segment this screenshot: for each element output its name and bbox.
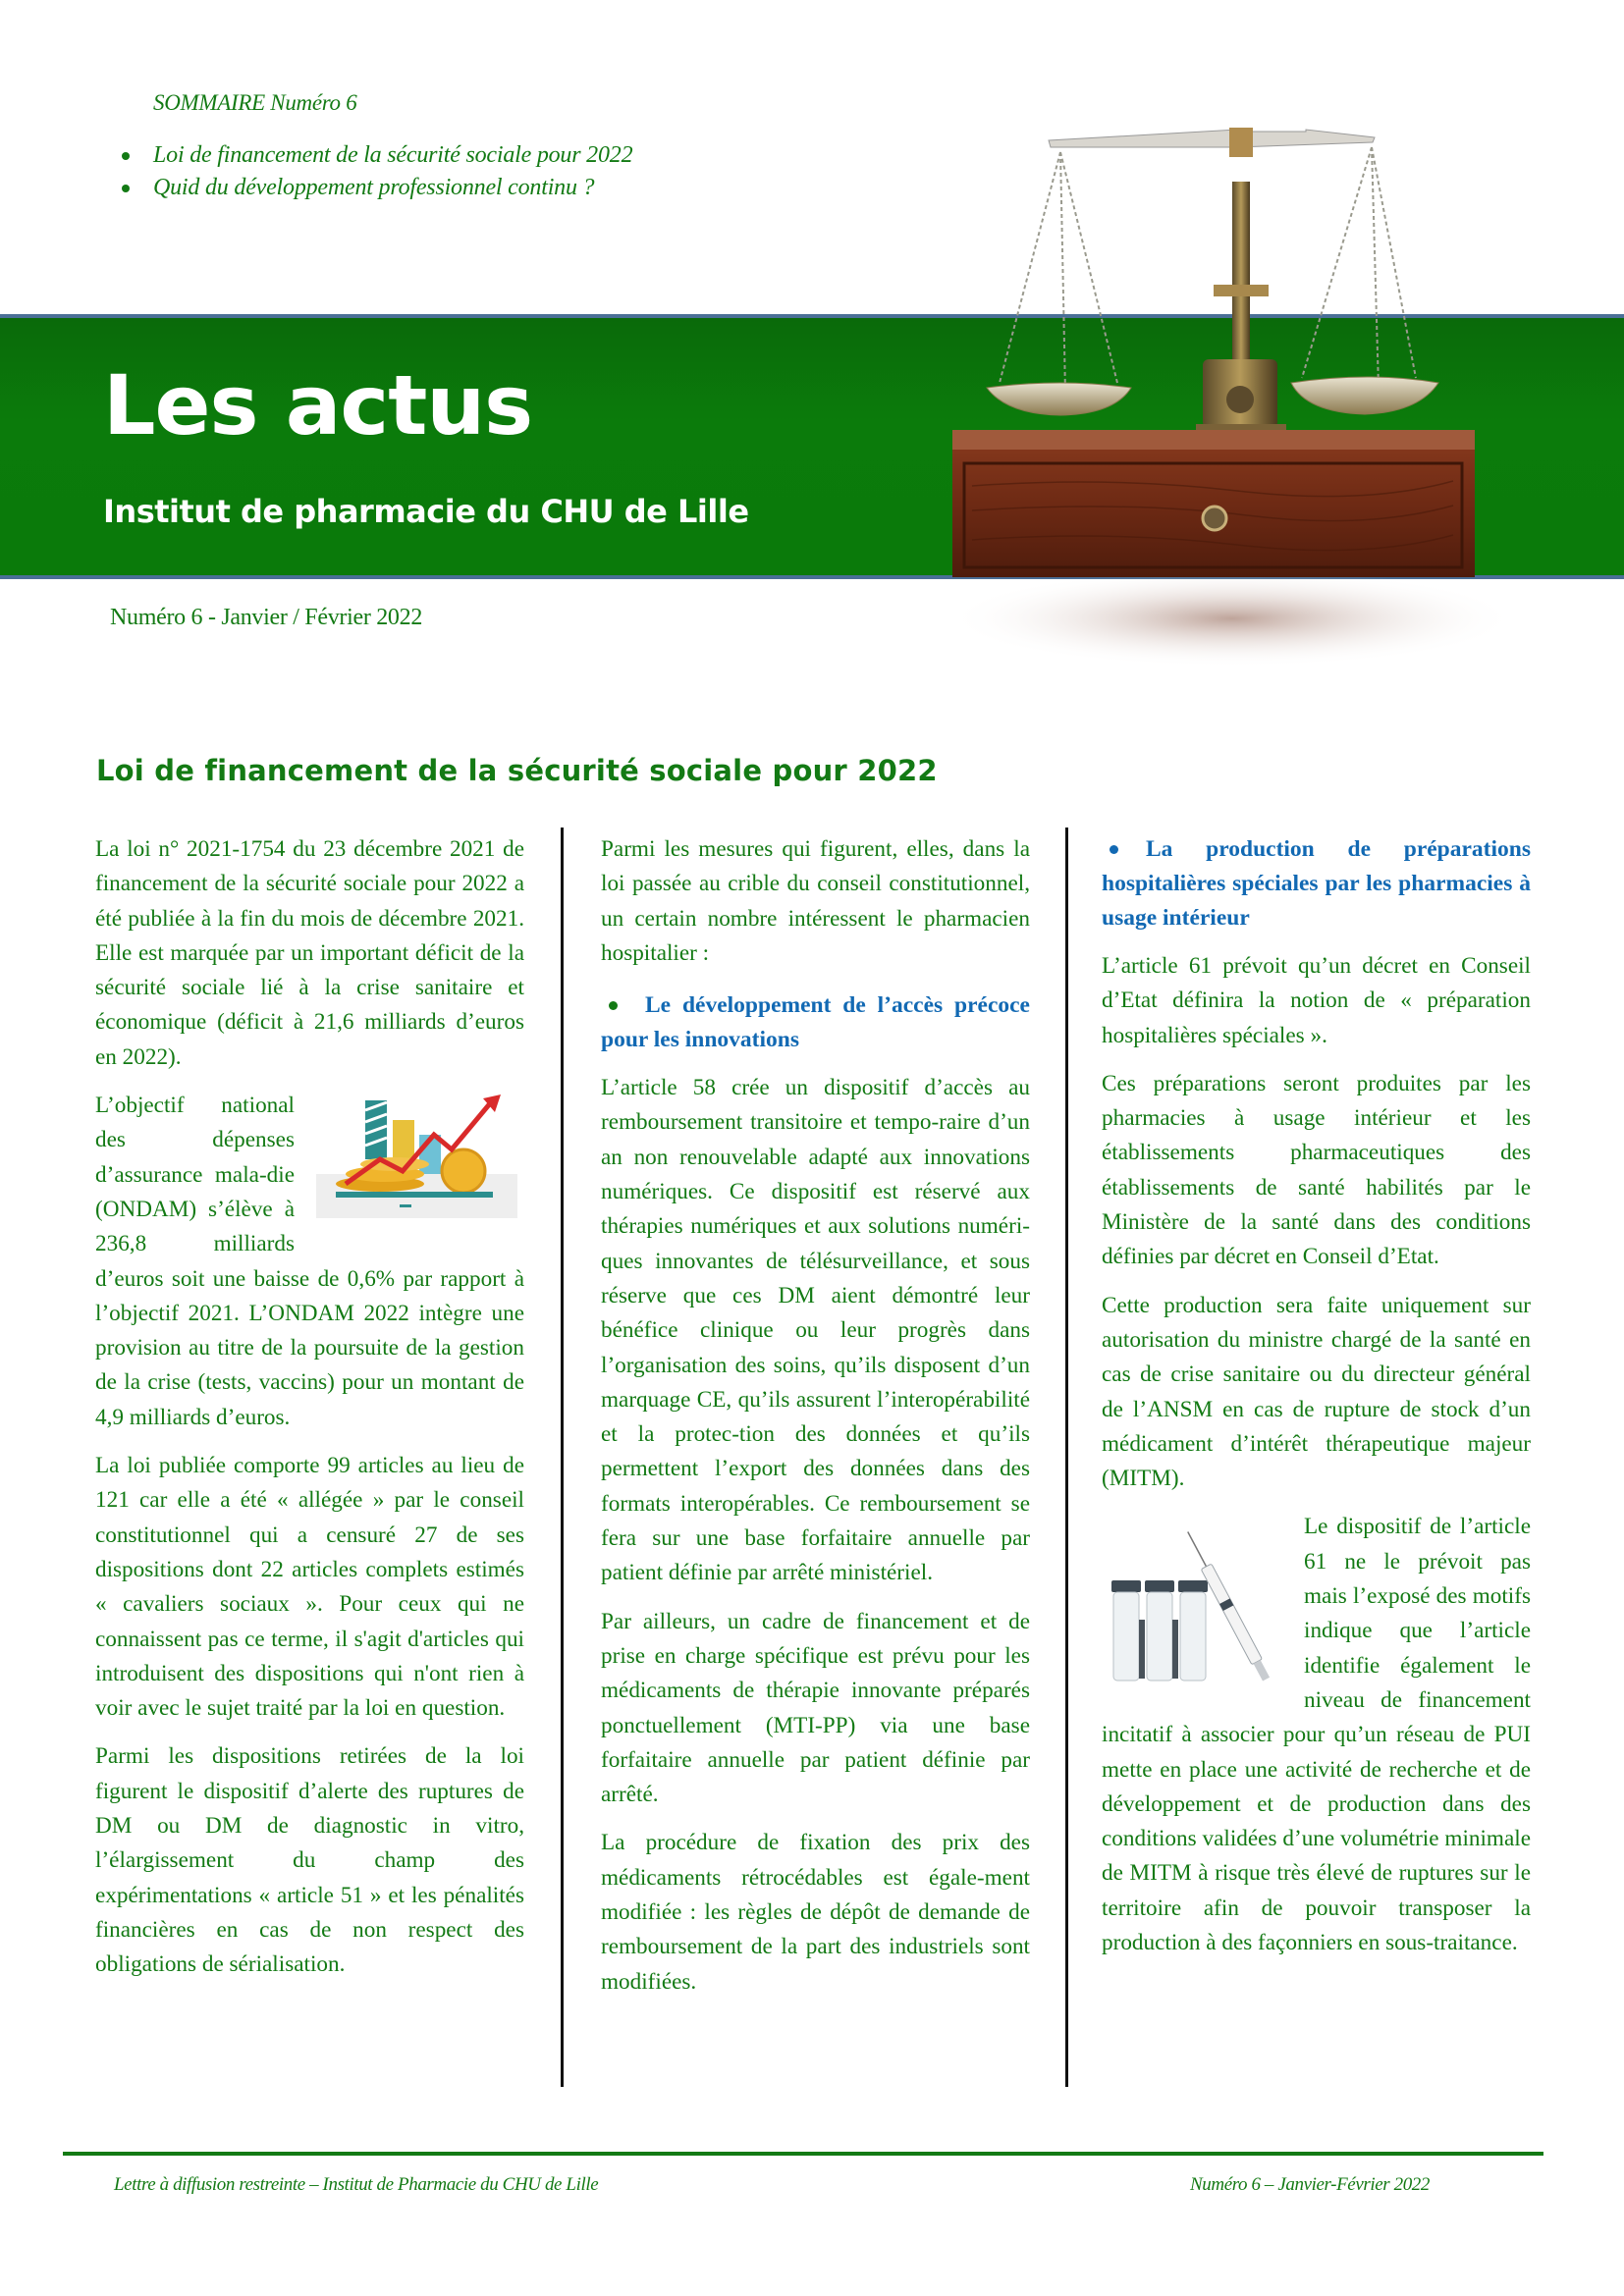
paragraph-with-image [95,1089,524,1435]
paragraph: La loi n° 2021-1754 du 23 décembre 2021 de financement de la sécurité sociale pour 2022 a été publiée à la fin du mois de décembre 2021. Elle est marquée par un important déficit de la sécurité sociale lié à la crise sanitaire et économique (déficit à 21,6 milliards d’euros en 2022). [95,836,524,1070]
footer-rule [63,2152,1543,2156]
toc-item: Loi de financement de la sécurité sociale pour 2022 [118,139,632,172]
paragraph: Parmi les mesures qui figurent, elles, dans la loi passée au crible du conseil constitutionnel, un certain nombre intéressent le pharmacien hospitalier : [601,836,1030,966]
article-column-2 [601,832,1030,2013]
section-heading-text: Le développement de l’accès précoce pour les innovations [601,992,1030,1053]
balance-scale-icon [913,108,1522,687]
column-divider [561,828,564,2087]
section-heading [601,988,1030,1057]
paragraph: L’article 58 crée un dispositif d’accès au remboursement transitoire et tempo-raire d’un an non renouvelable adapté aux innovations numériques. Ce dispositif est réservé aux thérapies numériques et aux solutions numéri-ques innovantes de télésurveillance, et sous réserve que ces DM aient démontré leur bénéfice clinique ou leur progrès dans l’organisation des soins, qu’ils disposent d’un marquage CE, qu’ils assurent l’interopérabilité et la protec-tion des données et qu’ils permettent l’export des données dans des formats interopérables. Ce remboursement se fera sur une base forfaitaire annuelle par patient définie par arrêté ministériel. [601,1075,1030,1586]
column-divider [1065,828,1068,2087]
paragraph: Le dispositif de l’article 61 ne le prévoit pas mais l’exposé des motifs indique que l’article identifie également le niveau de financement incitatif à associer pour qu’un réseau de PUI mette en place une activité de recherche et de développement et de production dans des conditions validées d’une volumétrie minimale de MITM à risque très élevé de ruptures sur le territoire afin de pouvoir transposer la production à des façonniers en sous-traitance. [1102,1514,1531,1956]
paragraph: Par ailleurs, un cadre de financement et de prise en charge spécifique est prévu pour les médicaments de thérapie innovante préparés ponctuellement (MTI-PP) via une base forfaitaire annuelle par patient définie par arrêté. [601,1608,1030,1808]
paragraph-with-image [1102,1510,1531,1960]
toc-item: Quid du développement professionnel continu ? [118,172,632,204]
issue-date: Numéro 6 - Janvier / Février 2022 [110,605,423,630]
toc-list [118,139,632,204]
bullet-icon [1110,845,1118,854]
paragraph: Ces préparations seront produites par les pharmacies à usage intérieur et les établissements pharmaceutiques des établissements de santé habilités par le Ministère de la santé dans des conditions définies par décret en Conseil d’Etat. [1102,1070,1531,1270]
article-column-1 [95,832,524,1997]
paragraph: La loi publiée comporte 99 articles au lieu de 121 car elle a été « allégée » par le conseil constitutionnel qui a censuré 27 de ses dispositions dont 22 articles complets estimés « cavaliers sociaux ». Pour ceux qui ne connaissent pas ce terme, il s'agit d'articles qui introduisent des dispositions qui n'ont rien à voir avec le sujet traité par la loi en question. [95,1453,524,1722]
paragraph: L’article 61 prévoit qu’un décret en Conseil d’Etat définira la notion de « préparation hospitalières spéciales ». [1102,953,1531,1048]
section-heading-text: La production de préparations hospitalières spéciales par les pharmacies à usage intérieur [1102,836,1531,931]
article-title: Loi de financement de la sécurité sociale pour 2022 [96,754,938,787]
paragraph: Parmi les dispositions retirées de la loi figurent le dispositif d’alerte des ruptures de DM ou DM de diagnostic in vitro, l’élargissement du champ des expérimentations « article 51 » et les pénalités financières en cas de non respect des obligations de sérialisation. [95,1743,524,1978]
toc-title: SOMMAIRE Numéro 6 [153,90,357,115]
newsletter-subtitle: Institut de pharmacie du CHU de Lille [103,493,749,530]
bullet-icon [609,1001,618,1010]
section-heading [1102,832,1531,935]
article-column-3 [1102,832,1531,1960]
footer-right-text: Numéro 6 – Janvier-Février 2022 [1190,2174,1431,2195]
paragraph: La procédure de fixation des prix des médicaments rétrocédables est égale-ment modifiée : les règles de dépôt de demande de remboursement de la part des industriels sont modifiées. [601,1830,1030,1995]
footer-left-text: Lettre à diffusion restreinte – Institut de Pharmacie du CHU de Lille [114,2174,599,2195]
table-of-contents [118,90,632,204]
newsletter-title: Les actus [103,357,533,454]
vials-syringe-icon [1102,1522,1290,1690]
paragraph: Cette production sera faite uniquement sur autorisation du ministre chargé de la santé en cas de crise sanitaire ou du directeur général de l’ANSM en cas de rupture de stock d’un médicament d’intérêt thérapeutique majeur (MITM). [1102,1292,1531,1492]
finance-chart-coins-icon [306,1091,524,1228]
paragraph: L’objectif national des dépenses d’assurance mala-die (ONDAM) s’élève à 236,8 milliards d’euros soit une baisse de 0,6% par rapport à l’objectif 2021. L’ONDAM 2022 intègre une provision au titre de la poursuite de la gestion de la crise (tests, vaccins) pour un montant de 4,9 milliards d’euros. [95,1093,524,1430]
